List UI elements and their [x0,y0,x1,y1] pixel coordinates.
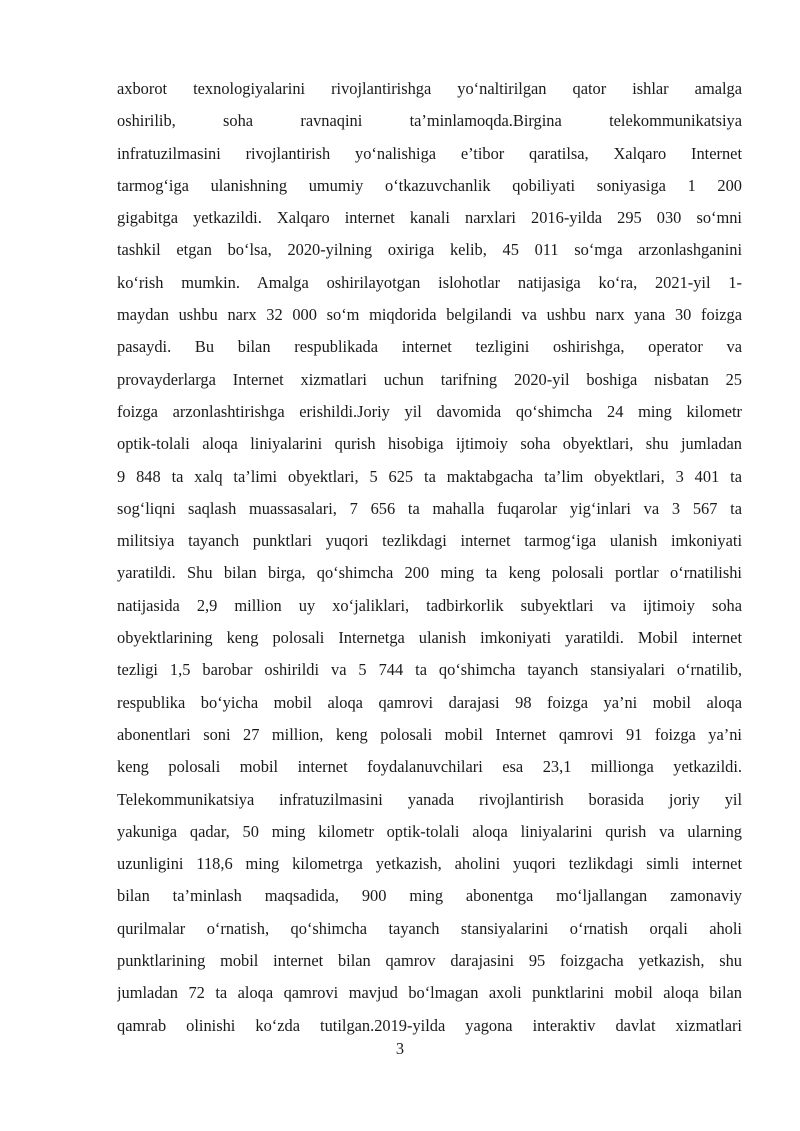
text-line: jumladan 72 ta aloqa qamrovi mavjud bo‘lmagan axoli punktlarini mobil aloqa bilan [117,983,742,1003]
text-line: keng polosali mobil internet foydalanuvchilari esa 23,1 millionga yetkazildi. [117,757,742,777]
text-line: maydan ushbu narx 32 000 so‘m miqdorida belgilandi va ushbu narx yana 30 foizga [117,305,742,325]
text-line: gigabitga yetkazildi. Xalqaro internet kanali narxlari 2016-yilda 295 030 so‘mni [117,208,742,228]
text-line: tarmog‘iga ulanishning umumiy o‘tkazuvchanlik qobiliyati soniyasiga 1 200 [117,175,742,195]
text-line: axborot texnologiyalarini rivojlantirishga yo‘naltirilgan qator ishlar amalga [117,79,742,98]
text-line: yakuniga qadar, 50 ming kilometr optik-tolali aloqa liniyalarini qurish va ularning [117,821,742,841]
text-line: uzunligini 118,6 ming kilometrga yetkazish, aholini yuqori tezlikdagi simli internet [117,854,742,874]
text-line: sog‘liqni saqlash muassasalari, 7 656 ta mahalla fuqarolar yig‘inlari va 3 567 ta [117,498,742,518]
text-line: yaratildi. Shu bilan birga, qo‘shimcha 200 ming ta keng polosali portlar o‘rnatilishi [117,563,742,583]
page-number: 3 [395,1039,405,1058]
text-line: Telekommunikatsiya infratuzilmasini yanada rivojlantirish borasida joriy yil [117,789,742,809]
text-line: ko‘rish mumkin. Amalga oshirilayotgan islohotlar natijasiga ko‘ra, 2021-yil 1- [117,272,742,292]
text-line: 9 848 ta xalq ta’limi obyektlari, 5 625 ta maktabgacha ta’lim obyektlari, 3 401 ta [117,466,742,486]
text-line: obyektlarining keng polosali Internetga ulanish imkoniyati yaratildi. Mobil internet [117,628,742,648]
text-line: provayderlarga Internet xizmatlari uchun tarifning 2020-yil boshiga nisbatan 25 [117,369,742,389]
text-line: tashkil etgan bo‘lsa, 2020-yilning oxiriga kelib, 45 011 so‘mga arzonlashganini [117,240,742,260]
text-line: abonentlari soni 27 million, keng polosali mobil Internet qamrovi 91 foizga ya’ni [117,724,742,744]
text-line: tezligi 1,5 barobar oshirildi va 5 744 ta qo‘shimcha tayanch stansiyalari o‘rnatilib, [117,660,742,680]
text-line: foizga arzonlashtirishga erishildi.Joriy yil davomida qo‘shimcha 24 ming kilometr [117,401,742,421]
text-line: pasaydi. Bu bilan respublikada internet tezligini oshirishga, operator va [117,337,742,357]
text-line: qurilmalar o‘rnatish, qo‘shimcha tayanch stansiyalarini o‘rnatish orqali aholi [117,918,742,938]
text-line: punktlarining mobil internet bilan qamrov darajasini 95 foizgacha yetkazish, shu [117,951,742,971]
text-line: oshirilib, soha ravnaqini ta’minlamoqda.Birgina telekommunikatsiya [117,111,742,131]
text-line: qamrab olinishi ko‘zda tutilgan.2019-yilda yagona interaktiv davlat xizmatlari [117,1015,742,1035]
text-line: infratuzilmasini rivojlantirish yo‘nalishiga e’tibor qaratilsa, Xalqaro Internet [117,143,742,163]
text-line: bilan ta’minlash maqsadida, 900 ming abonentga mo‘ljallangan zamonaviy [117,886,742,906]
text-line: militsiya tayanch punktlari yuqori tezlikdagi internet tarmog‘iga ulanish imkoniyati [117,531,742,551]
text-line: optik-tolali aloqa liniyalarini qurish hisobiga ijtimoiy soha obyektlari, shu jumladan [117,434,742,454]
text-line: respublika bo‘yicha mobil aloqa qamrovi darajasi 98 foizga ya’ni mobil aloqa [117,692,742,712]
text-line: natijasida 2,9 million uy xo‘jaliklari, tadbirkorlik subyektlari va ijtimoiy soha [117,595,742,615]
body-text [117,73,742,1042]
